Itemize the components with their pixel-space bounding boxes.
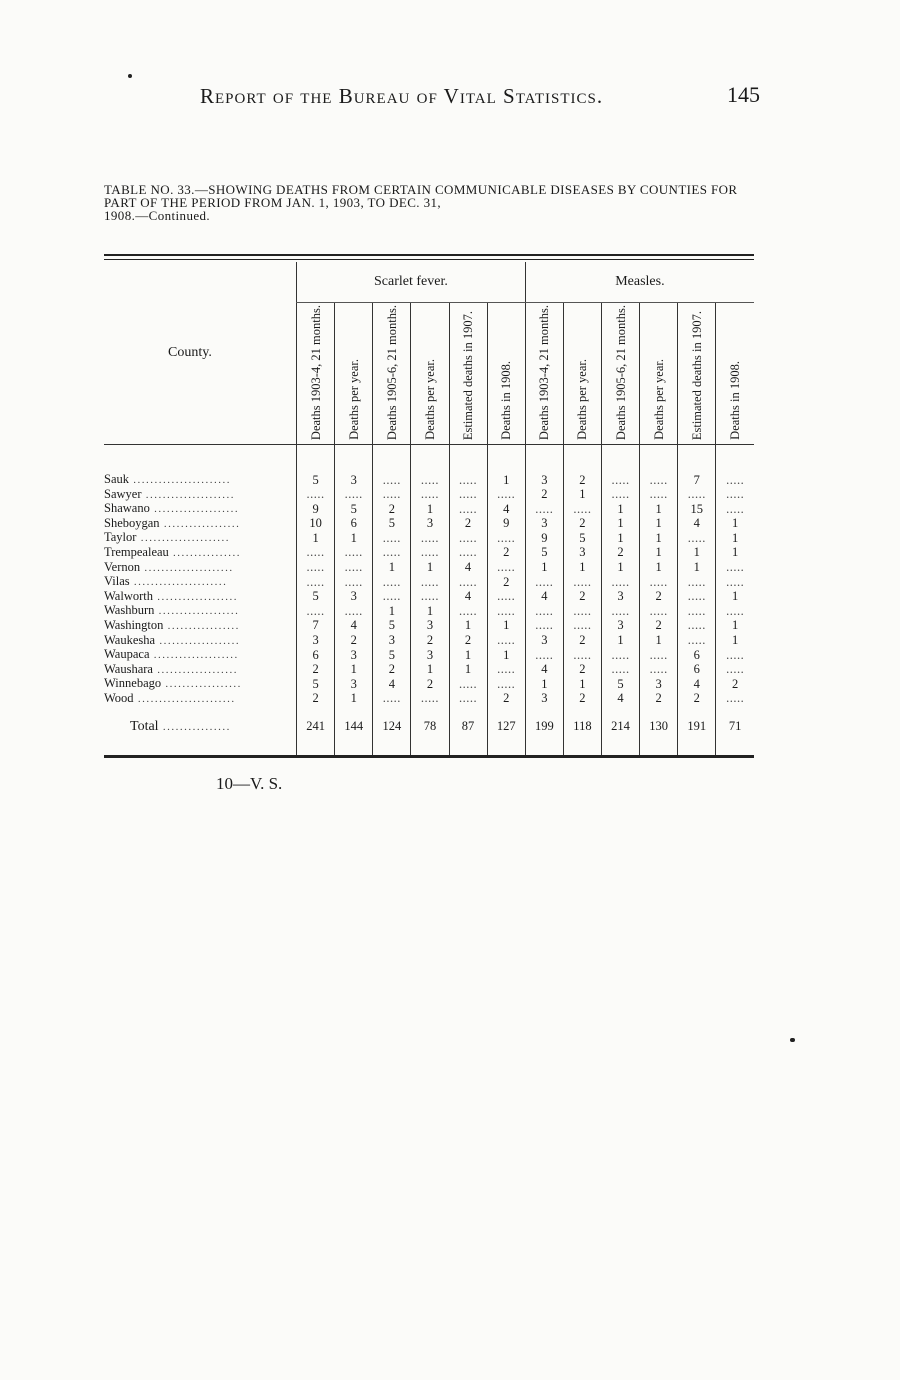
table-row	[104, 663, 754, 678]
table-row	[104, 502, 754, 517]
total-cell: 144	[335, 717, 373, 737]
total-cell: 124	[373, 717, 411, 737]
table-cell: 2	[563, 590, 601, 605]
table-cell: 2	[373, 502, 411, 517]
table-cell: 7	[297, 619, 335, 634]
table-cell: .....	[716, 561, 754, 576]
table-row	[104, 604, 754, 619]
table-cell: 5	[297, 590, 335, 605]
table-cell: 1	[716, 531, 754, 546]
table-cell: .....	[678, 604, 716, 619]
table-cell: .....	[449, 604, 487, 619]
group-measles: Measles.	[525, 262, 754, 303]
table-cell: 5	[373, 517, 411, 532]
table-cell: 1	[640, 546, 678, 561]
col-header: Deaths 1905-6, 21 months.	[601, 303, 639, 445]
table-cell: .....	[487, 677, 525, 692]
table-cell: 4	[449, 561, 487, 576]
table-cell: 2	[373, 663, 411, 678]
table-cell: .....	[678, 575, 716, 590]
table-cell: .....	[373, 590, 411, 605]
table-cell: .....	[335, 561, 373, 576]
table-cell: .....	[297, 488, 335, 503]
table-cell: .....	[487, 531, 525, 546]
table-cell: .....	[449, 502, 487, 517]
county-name: Washburn ...................	[104, 603, 240, 618]
table-cell: .....	[678, 590, 716, 605]
print-speck	[790, 1038, 795, 1042]
table-body	[104, 445, 754, 758]
table-cell: 1	[487, 648, 525, 663]
table-cell: .....	[563, 648, 601, 663]
table-cell: 3	[411, 517, 449, 532]
table-row	[104, 648, 754, 663]
table-cell: 3	[525, 473, 563, 488]
table-cell: .....	[601, 575, 639, 590]
table-row	[104, 692, 754, 707]
table-cell: 4	[525, 663, 563, 678]
table-cell: 1	[411, 502, 449, 517]
table-cell: 4	[373, 677, 411, 692]
table-row	[104, 488, 754, 503]
total-cell: 130	[640, 717, 678, 737]
table-cell: 1	[373, 604, 411, 619]
table-cell: 1	[297, 531, 335, 546]
table-cell: 7	[678, 473, 716, 488]
table-cell: 3	[601, 619, 639, 634]
table-cell: 1	[487, 619, 525, 634]
table-cell: 2	[449, 517, 487, 532]
table-cell: 4	[487, 502, 525, 517]
table-cell: .....	[716, 663, 754, 678]
print-speck	[128, 74, 132, 78]
table-cell: 3	[335, 590, 373, 605]
table-cell: .....	[525, 575, 563, 590]
table-cell: 10	[297, 517, 335, 532]
table-cell: .....	[411, 473, 449, 488]
table-cell: 4	[601, 692, 639, 707]
table-cell: 1	[449, 663, 487, 678]
table-cell: 3	[525, 517, 563, 532]
table-cell: 2	[411, 634, 449, 649]
table-cell: .....	[487, 604, 525, 619]
county-name: Vernon .....................	[104, 559, 234, 574]
table-cell: .....	[449, 692, 487, 707]
table-row	[104, 575, 754, 590]
table-cell: 2	[678, 692, 716, 707]
table-cell: 2	[716, 677, 754, 692]
table-cell: 5	[601, 677, 639, 692]
table-row	[104, 561, 754, 576]
table-cell: 5	[373, 619, 411, 634]
table-row	[104, 634, 754, 649]
table-cell: 1	[373, 561, 411, 576]
table-cell: 1	[640, 561, 678, 576]
county-name: Sheboygan ..................	[104, 515, 241, 530]
table-row	[104, 473, 754, 488]
total-cell: 78	[411, 717, 449, 737]
county-name: Waukesha ...................	[104, 632, 241, 647]
table-cell: .....	[525, 604, 563, 619]
table-cell: .....	[335, 604, 373, 619]
top-double-rule-lower	[104, 259, 754, 260]
table-row	[104, 590, 754, 605]
table-cell: .....	[563, 619, 601, 634]
table-cell: .....	[640, 473, 678, 488]
table-cell: .....	[297, 604, 335, 619]
table-cell: 1	[449, 619, 487, 634]
table-cell: 1	[640, 502, 678, 517]
table-cell: 2	[525, 488, 563, 503]
table-cell: .....	[411, 546, 449, 561]
group-scarlet-fever: Scarlet fever.	[297, 262, 526, 303]
table-cell: 3	[297, 634, 335, 649]
col-header: Deaths 1903-4, 21 months.	[525, 303, 563, 445]
county-name: Vilas ......................	[104, 574, 228, 589]
table-cell: 4	[525, 590, 563, 605]
table-cell: .....	[716, 692, 754, 707]
table-cell: 2	[297, 663, 335, 678]
table-cell: .....	[525, 648, 563, 663]
col-header: Deaths in 1908.	[716, 303, 754, 445]
table-cell: 3	[525, 634, 563, 649]
table-cell: 5	[297, 677, 335, 692]
table-cell: .....	[335, 546, 373, 561]
table-cell: 9	[525, 531, 563, 546]
table-cell: .....	[601, 663, 639, 678]
table-cell: 3	[563, 546, 601, 561]
table-row	[104, 619, 754, 634]
table-cell: 4	[335, 619, 373, 634]
table-cell: 2	[335, 634, 373, 649]
table-cell: 9	[297, 502, 335, 517]
table-cell: 3	[335, 677, 373, 692]
total-row	[104, 717, 754, 737]
table-cell: .....	[563, 604, 601, 619]
table-cell: .....	[640, 575, 678, 590]
table-cell: 1	[640, 634, 678, 649]
total-label: Total ................	[130, 718, 231, 734]
table-cell: 1	[716, 619, 754, 634]
table-cell: .....	[411, 590, 449, 605]
bottom-rule	[104, 756, 754, 758]
table-cell: .....	[563, 502, 601, 517]
table-cell: 1	[335, 663, 373, 678]
table-cell: .....	[716, 648, 754, 663]
county-name: Sauk .......................	[104, 472, 231, 486]
table-cell: .....	[373, 575, 411, 590]
table-cell: 3	[411, 619, 449, 634]
table-cell: 2	[640, 692, 678, 707]
table-row	[104, 531, 754, 546]
table-cell: .....	[335, 575, 373, 590]
col-header: Deaths per year.	[563, 303, 601, 445]
table-cell: .....	[449, 575, 487, 590]
table-row	[104, 517, 754, 532]
caption-continued: 1908.—Continued.	[104, 208, 211, 223]
table-cell: 3	[640, 677, 678, 692]
table-cell: .....	[297, 575, 335, 590]
table-cell: .....	[335, 488, 373, 503]
table-cell: 6	[335, 517, 373, 532]
table-caption	[104, 183, 756, 222]
table-cell: 1	[601, 531, 639, 546]
table-cell: 6	[297, 648, 335, 663]
table-cell: 4	[678, 677, 716, 692]
table-cell: 2	[563, 663, 601, 678]
col-header: Estimated deaths in 1907.	[678, 303, 716, 445]
county-name: Sawyer .....................	[104, 486, 235, 501]
table-cell: 5	[373, 648, 411, 663]
table-cell: 1	[601, 634, 639, 649]
col-header: Deaths in 1908.	[487, 303, 525, 445]
table-cell: 1	[640, 531, 678, 546]
total-cell: 199	[525, 717, 563, 737]
table-cell: 2	[411, 677, 449, 692]
table-cell: 1	[525, 677, 563, 692]
table-cell: .....	[487, 561, 525, 576]
table-cell: .....	[297, 546, 335, 561]
running-title: Report of the Bureau of Vital Statistics.	[200, 84, 604, 108]
running-head	[200, 84, 760, 114]
county-name: Washington .................	[104, 617, 240, 632]
table-cell: .....	[716, 488, 754, 503]
table-cell: .....	[487, 488, 525, 503]
caption-main: TABLE NO. 33.—SHOWING DEATHS FROM CERTAIN COMMUNICABLE DISEASES BY COUNTIES FOR PART OF THE PERIOD FROM JAN. 1, 1903, TO DEC. 31,	[104, 182, 738, 210]
county-name: Trempealeau ................	[104, 544, 242, 559]
table-cell: 2	[487, 575, 525, 590]
table-cell: 1	[716, 590, 754, 605]
table-cell: .....	[449, 473, 487, 488]
table-cell: .....	[373, 546, 411, 561]
table-cell: .....	[601, 473, 639, 488]
table-cell: 1	[335, 531, 373, 546]
total-cell: 127	[487, 717, 525, 737]
table-cell: .....	[487, 663, 525, 678]
total-cell: 241	[297, 717, 335, 737]
table-cell: 1	[640, 517, 678, 532]
table-cell: .....	[716, 502, 754, 517]
table-cell: 2	[601, 546, 639, 561]
table-head	[104, 262, 754, 445]
table-cell: .....	[297, 561, 335, 576]
table-cell: 1	[678, 561, 716, 576]
table-cell: .....	[411, 575, 449, 590]
table-row	[104, 677, 754, 692]
table-cell: 5	[335, 502, 373, 517]
table-cell: 2	[563, 692, 601, 707]
table-cell: 4	[678, 517, 716, 532]
table-row	[104, 546, 754, 561]
table-cell: 1	[335, 692, 373, 707]
top-double-rule-upper	[104, 254, 754, 256]
table-cell: 1	[411, 604, 449, 619]
table-cell: 1	[411, 561, 449, 576]
table-cell: 2	[563, 473, 601, 488]
table-cell: 1	[716, 634, 754, 649]
table-cell: 1	[449, 648, 487, 663]
table-cell: .....	[601, 648, 639, 663]
table-cell: .....	[411, 692, 449, 707]
table-cell: .....	[678, 634, 716, 649]
table-cell: .....	[678, 619, 716, 634]
table-cell: .....	[640, 604, 678, 619]
table-cell: 2	[449, 634, 487, 649]
table-cell: .....	[640, 663, 678, 678]
total-cell: 191	[678, 717, 716, 737]
table-cell: 3	[335, 648, 373, 663]
table-cell: .....	[373, 531, 411, 546]
table-cell: 1	[563, 677, 601, 692]
county-name: Taylor .....................	[104, 530, 230, 545]
table-cell: .....	[716, 473, 754, 488]
table-cell: 6	[678, 648, 716, 663]
county-name: Winnebago ..................	[104, 676, 242, 691]
table-cell: .....	[449, 531, 487, 546]
table-cell: 2	[563, 634, 601, 649]
deaths-table	[104, 262, 754, 758]
table-cell: .....	[411, 531, 449, 546]
table-cell: 1	[411, 663, 449, 678]
table-cell: 2	[640, 590, 678, 605]
table-cell: .....	[678, 531, 716, 546]
table-cell: .....	[449, 488, 487, 503]
table-cell: 5	[563, 531, 601, 546]
table-cell: 5	[525, 546, 563, 561]
table-cell: .....	[640, 488, 678, 503]
table-cell: .....	[373, 692, 411, 707]
table-cell: 1	[716, 517, 754, 532]
table-cell: 2	[487, 546, 525, 561]
table-cell: 3	[601, 590, 639, 605]
total-cell: 87	[449, 717, 487, 737]
col-header: Deaths per year.	[335, 303, 373, 445]
county-name: Walworth ...................	[104, 588, 238, 603]
table-cell: .....	[563, 575, 601, 590]
table-cell: 3	[411, 648, 449, 663]
signature-mark: 10—V. S.	[216, 774, 283, 793]
table-cell: .....	[449, 677, 487, 692]
table-cell: 6	[678, 663, 716, 678]
table-cell: 2	[487, 692, 525, 707]
table-cell: .....	[373, 488, 411, 503]
table-cell: .....	[601, 604, 639, 619]
table-cell: .....	[525, 502, 563, 517]
county-header: County.	[168, 345, 212, 360]
table-cell: 1	[601, 502, 639, 517]
col-header: Deaths per year.	[411, 303, 449, 445]
total-cell: 71	[716, 717, 754, 737]
table-cell: .....	[640, 648, 678, 663]
table-cell: 1	[563, 561, 601, 576]
col-header: Deaths 1903-4, 21 months.	[297, 303, 335, 445]
table-cell: .....	[525, 619, 563, 634]
total-cell: 118	[563, 717, 601, 737]
table-cell: 3	[525, 692, 563, 707]
table-cell: .....	[449, 546, 487, 561]
table-cell: 2	[640, 619, 678, 634]
table-cell: 4	[449, 590, 487, 605]
table-cell: .....	[716, 575, 754, 590]
county-name: Shawano ....................	[104, 501, 240, 516]
table-cell: .....	[487, 590, 525, 605]
col-header: Estimated deaths in 1907.	[449, 303, 487, 445]
table-cell: 3	[335, 473, 373, 488]
table-cell: .....	[601, 488, 639, 503]
col-header: Deaths per year.	[640, 303, 678, 445]
table-cell: .....	[373, 473, 411, 488]
table-cell: 1	[601, 561, 639, 576]
table-cell: 5	[297, 473, 335, 488]
page-number: 145	[727, 82, 760, 107]
table-cell: 15	[678, 502, 716, 517]
county-name: Waupaca ....................	[104, 647, 239, 662]
table-cell: 2	[563, 517, 601, 532]
col-header: Deaths 1905-6, 21 months.	[373, 303, 411, 445]
table-cell: 1	[487, 473, 525, 488]
table-cell: 1	[525, 561, 563, 576]
table-cell: 3	[373, 634, 411, 649]
table-cell: .....	[678, 488, 716, 503]
table-cell: 9	[487, 517, 525, 532]
table-cell: 1	[716, 546, 754, 561]
table-cell: 1	[563, 488, 601, 503]
table-cell: 2	[297, 692, 335, 707]
county-name: Waushara ...................	[104, 661, 238, 676]
county-name: Wood .......................	[104, 690, 236, 705]
table-cell: 1	[601, 517, 639, 532]
table-cell: .....	[487, 634, 525, 649]
total-cell: 214	[601, 717, 639, 737]
table-cell: .....	[411, 488, 449, 503]
table-cell: 1	[678, 546, 716, 561]
table-cell: .....	[716, 604, 754, 619]
